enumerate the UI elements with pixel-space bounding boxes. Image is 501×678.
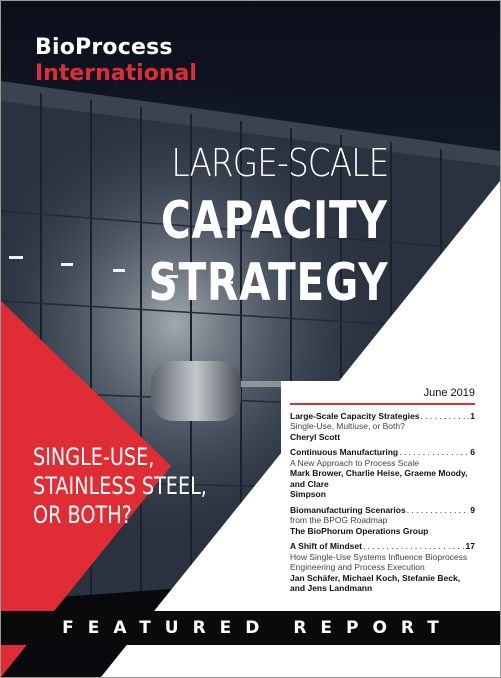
- toc-entry-title: A Shift of Mindset: [290, 541, 362, 551]
- toc-entry-page: 9: [470, 504, 475, 515]
- toc-leader-dots: [363, 541, 465, 552]
- toc-entry-subtitle-cont: Engineering and Process Execution: [290, 562, 425, 572]
- toc-entry-subtitle: A New Approach to Process Scale: [290, 457, 419, 468]
- toc-leader-dots: [420, 411, 469, 422]
- toc-entry[interactable]: [290, 541, 475, 594]
- toc-entry-page: 1: [470, 410, 475, 421]
- toc-entry-authors: Cheryl Scott: [290, 431, 341, 442]
- question-line-2: STAINLESS STEEL,: [33, 472, 207, 500]
- toc-entry-authors: Jan Schäfer, Michael Koch, Stefanie Beck,: [290, 572, 461, 583]
- issue-date: June 2019: [423, 387, 475, 399]
- cover-question: [33, 443, 207, 530]
- table-of-contents: [290, 388, 475, 599]
- toc-entry-subtitle: How Single-Use Systems Influence Bioprocess: [290, 551, 468, 562]
- toc-entry-authors: The BioPhorum Operations Group: [290, 525, 429, 536]
- toc-entry-title: Continuous Manufacturing: [290, 447, 399, 457]
- toc-leader-dots: [407, 505, 470, 516]
- brand-logo: [35, 37, 197, 85]
- featured-report-label: FEATURED REPORT: [62, 618, 453, 638]
- toc-entry[interactable]: [290, 447, 475, 500]
- toc-entry-subtitle: from the BPOG Roadmap: [290, 515, 388, 525]
- featured-report-band: [1, 611, 500, 645]
- question-line-3: OR BOTH?: [33, 501, 132, 529]
- toc-entry-title: Large-Scale Capacity Strategies: [290, 410, 420, 421]
- toc-entry-authors: Mark Brower, Charlie Heise, Graeme Moody, and Clare: [290, 468, 468, 489]
- toc-entry-authors-cont: and Jens Landmann: [290, 583, 373, 593]
- toc-leader-dots: [399, 447, 469, 458]
- logo-line-bioprocess: BioProcess: [35, 35, 173, 60]
- toc-entry[interactable]: [290, 411, 475, 443]
- question-line-1: SINGLE-USE,: [33, 443, 155, 471]
- toc-entry[interactable]: [290, 505, 475, 537]
- toc-divider: [290, 403, 475, 405]
- title-line-1: LARGE-SCALE: [170, 141, 388, 185]
- logo-line-international: International: [35, 61, 197, 86]
- toc-entry-subtitle: Single-Use, Multiuse, or Both?: [290, 421, 405, 431]
- title-line-2: CAPACITY: [161, 191, 388, 251]
- title-line-3: STRATEGY: [148, 253, 388, 313]
- toc-entry-authors-cont: Simpson: [290, 489, 326, 499]
- toc-entry-page: 17: [465, 541, 475, 551]
- toc-entry-page: 6: [470, 447, 475, 457]
- toc-entry-title: Biomanufacturing Scenarios: [290, 504, 406, 515]
